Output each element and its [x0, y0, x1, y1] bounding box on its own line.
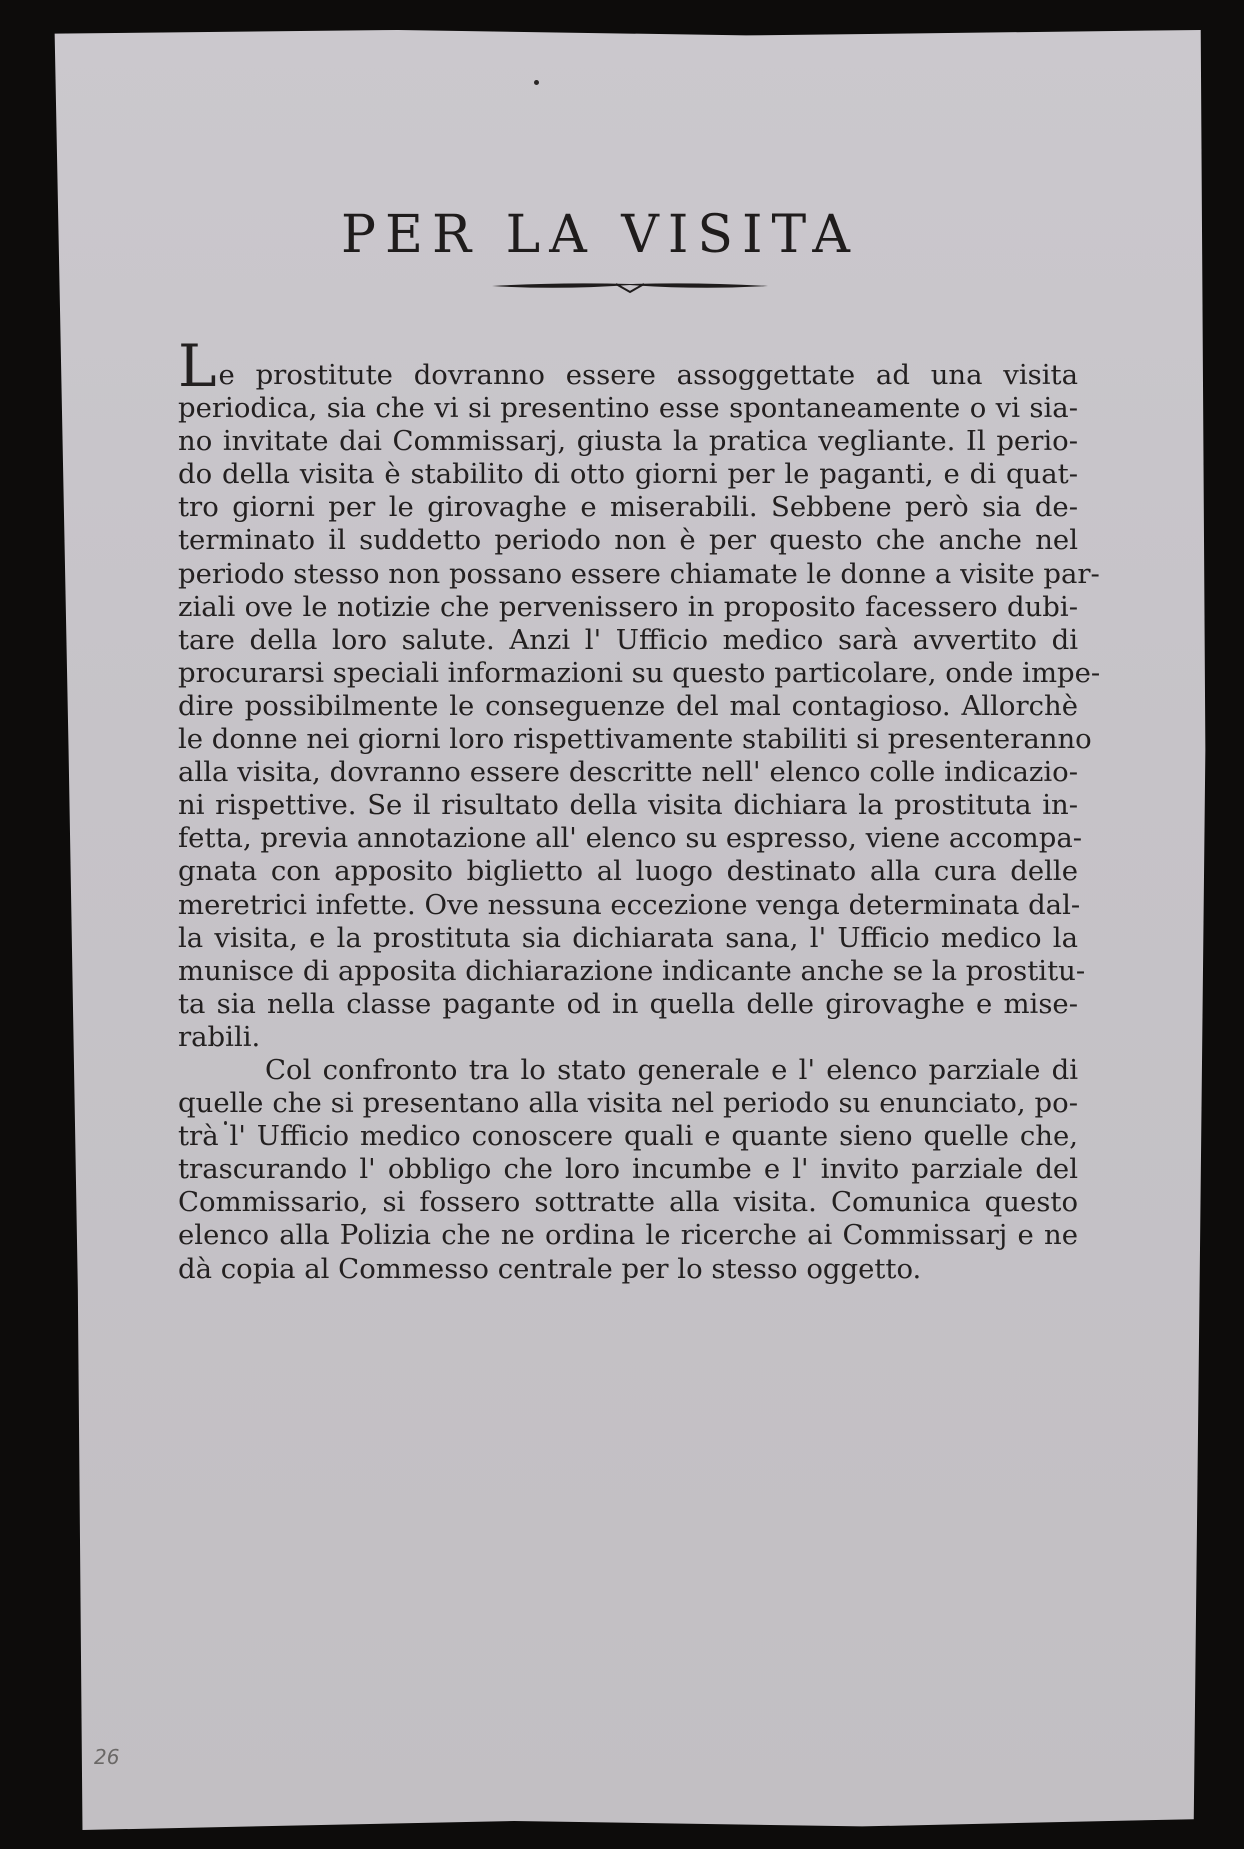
- text-line: le donne nei giorni loro rispettivamente stabiliti si presenteranno: [178, 723, 1092, 756]
- page-title: PER LA VISITA: [341, 204, 859, 265]
- text-line: Col confronto tra lo stato generale e l' elenco parziale di: [265, 1053, 1078, 1086]
- ink-speck: [534, 80, 539, 85]
- text-line: la visita, e la prostituta sia dichiarata sana, l' Ufficio medico la: [178, 921, 1078, 954]
- text-line: fetta, previa annotazione all' elenco su espresso, viene accompa-: [178, 822, 1083, 855]
- text-line: no invitate dai Commissarj, giusta la pratica vegliante. Il perio-: [178, 425, 1078, 458]
- text-line: quelle che si presentano alla visita nel periodo su enunciato, po-: [178, 1087, 1078, 1120]
- text-line: trascurando l' obbligo che loro incumbe e l' invito parziale del: [178, 1153, 1078, 1186]
- text-line: Commissario, si fossero sottratte alla visita. Comunica questo: [178, 1186, 1078, 1219]
- text-line: meretrici infette. Ove nessuna eccezione venga determinata dal-: [178, 888, 1081, 921]
- text-line: gnata con apposito biglietto al luogo destinato alla cura delle: [178, 855, 1078, 888]
- text-line: trà l' Ufficio medico conoscere quali e quante sieno quelle che,: [178, 1120, 1078, 1153]
- text-line: alla visita, dovranno essere descritte nell' elenco colle indicazio-: [178, 756, 1078, 789]
- text-line: procurarsi speciali informazioni su questo particolare, onde impe-: [178, 656, 1101, 689]
- text-line: terminato il suddetto periodo non è per questo che anche nel: [178, 524, 1078, 557]
- text-line: dà copia al Commesso centrale per lo stesso oggetto.: [178, 1252, 922, 1285]
- text-line: periodica, sia che vi si presentino esse spontaneamente o vi sia-: [178, 392, 1078, 425]
- text-line: ta sia nella classe pagante od in quella delle girovaghe e mise-: [178, 987, 1078, 1020]
- text-line: ziali ove le notizie che pervenissero in proposito facessero dubi-: [178, 590, 1078, 623]
- text-line: tro giorni per le girovaghe e miserabili. Sebbene però sia de-: [178, 491, 1078, 524]
- text-line: rabili.: [178, 1020, 261, 1053]
- drop-cap: L: [178, 332, 217, 400]
- ornamental-rule: [490, 276, 770, 296]
- body-text: [178, 332, 1101, 1286]
- folio-number: 26: [94, 1745, 120, 1769]
- text-line: ni rispettive. Se il risultato della visita dichiara la prostituta in-: [178, 789, 1078, 822]
- text-line: tare della loro salute. Anzi l' Ufficio medico sarà avvertito di: [178, 623, 1078, 656]
- text-line: munisce di apposita dichiarazione indicante anche se la prostitu-: [178, 954, 1086, 987]
- text-line: elenco alla Polizia che ne ordina le ricerche ai Commissarj e ne: [178, 1219, 1078, 1252]
- text-line: periodo stesso non possano essere chiamate le donne a visite par-: [178, 557, 1100, 590]
- text-line: do della visita è stabilito di otto giorni per le paganti, e di quat-: [178, 458, 1078, 491]
- text-line: dire possibilmente le conseguenze del mal contagioso. Allorchè: [178, 689, 1078, 722]
- text-line: Le prostitute dovranno essere assoggettate ad una visita: [178, 332, 1078, 400]
